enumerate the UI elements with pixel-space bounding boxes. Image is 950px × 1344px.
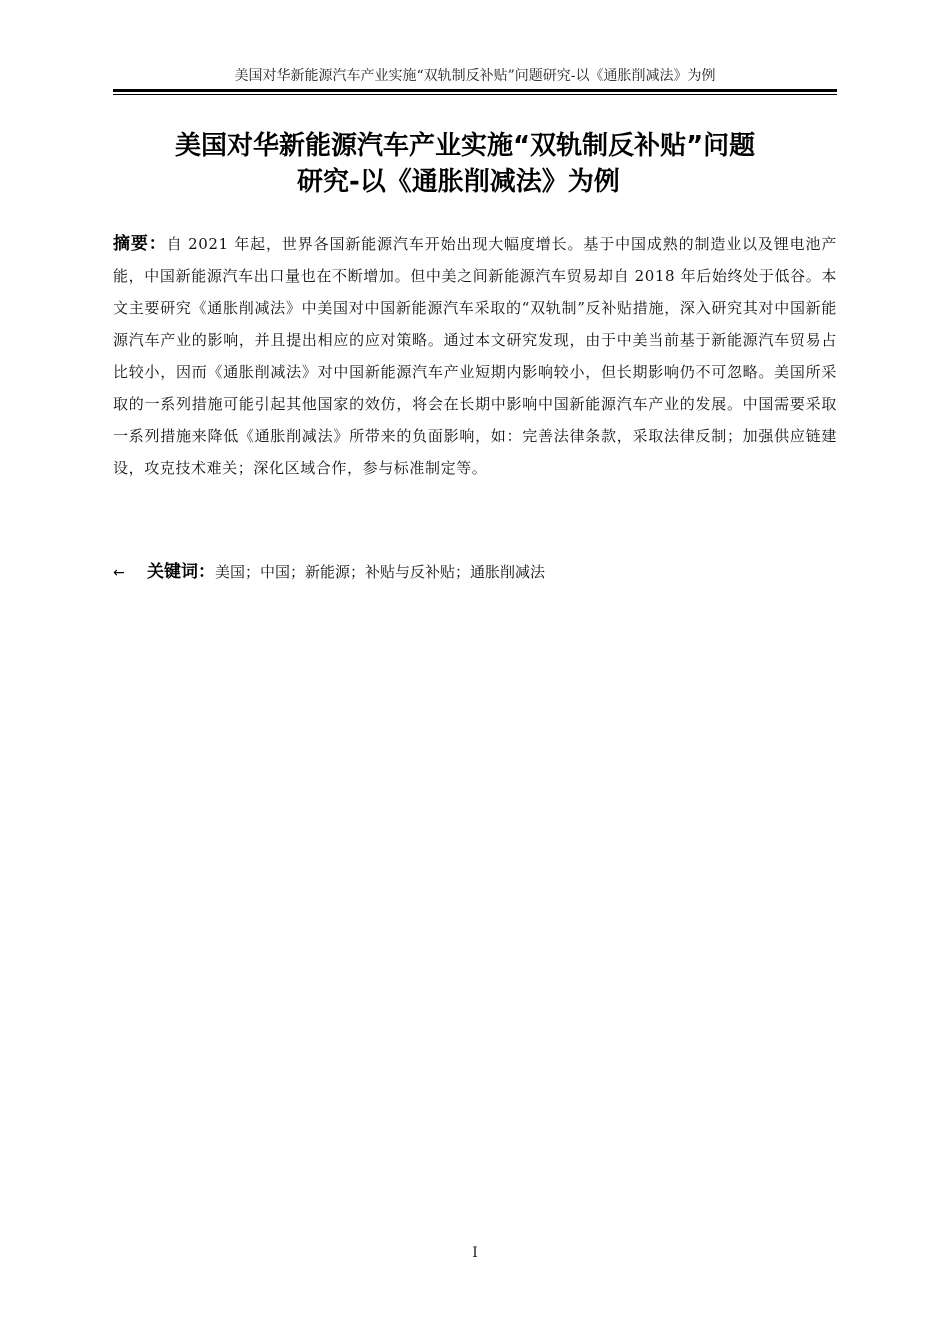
keywords-paragraph	[113, 556, 837, 589]
running-header: 美国对华新能源汽车产业实施“双轨制反补贴”问题研究-以《通胀削减法》为例	[234, 68, 716, 84]
header-rule-thin	[113, 94, 837, 95]
title-line-2: 研究-以《通胀削减法》为例	[297, 167, 620, 197]
keywords-text: 美国；中国；新能源；补贴与反补贴；通胀削减法	[215, 563, 546, 581]
abstract-label: 摘要：	[113, 234, 167, 254]
page-title	[113, 128, 837, 200]
title-line-1: 美国对华新能源汽车产业实施“双轨制反补贴”问题	[175, 131, 756, 161]
paragraph-return-icon: ←	[113, 565, 125, 581]
page-number: I	[472, 1245, 478, 1261]
keywords-label: 关键词：	[147, 562, 215, 582]
abstract-paragraph	[113, 228, 837, 484]
abstract-text: 自 2021 年起，世界各国新能源汽车开始出现大幅度增长。基于中国成熟的制造业以及锂电池产能，中国新能源汽车出口量也在不断增加。但中美之间新能源汽车贸易却自 2018 年后始终处于低谷。本文主要研究《通胀削减法》中美国对中国新能源汽车采取的“双轨制”反补贴措施，深入研究其对中国新能源汽车产业的影响，并且提出相应的应对策略。通过本文研究发现，由于中美当前基于新能源汽车贸易占比较小，因而《通胀削减法》对中国新能源汽车产业短期内影响较小，但长期影响仍不可忽略。美国所采取的一系列措施可能引起其他国家的效仿，将会在长期中影响中国新能源汽车产业的发展。中国需要采取一系列措施来降低《通胀削减法》所带来的负面影响，如：完善法律条款，采取法律反制；加强供应链建设，攻克技术难关；深化区域合作，参与标准制定等。	[113, 235, 837, 477]
header-rule	[113, 89, 837, 92]
